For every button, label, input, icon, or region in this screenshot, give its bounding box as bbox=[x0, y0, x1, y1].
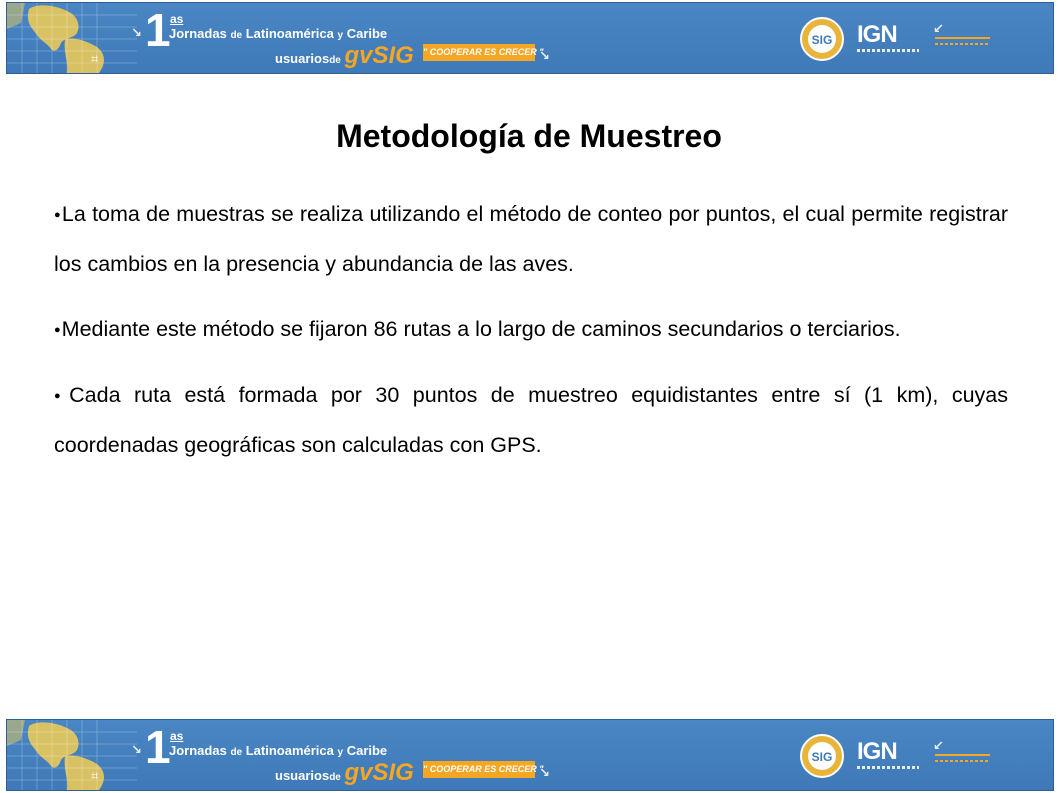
svg-text:SIG: SIG bbox=[811, 33, 833, 47]
map-icon bbox=[7, 3, 137, 73]
decorative-bars bbox=[935, 754, 990, 766]
bullet-item: ●Cada ruta está formada por 30 puntos de muestreo equidistantes entre sí (1 km), cuyas coordenadas geográficas son calculadas con GPS. bbox=[54, 383, 1008, 457]
banner-number-suffix: as bbox=[170, 729, 184, 743]
banner-background bbox=[6, 719, 1054, 791]
arrow-icon: ↘ bbox=[131, 742, 142, 757]
gvsig-logo bbox=[799, 733, 845, 779]
arrow-icon: ↘ bbox=[539, 48, 550, 63]
slogan-badge: " COOPERAR ES CRECER " bbox=[423, 44, 535, 61]
bullet-item: ●La toma de muestras se realiza utilizando el método de conteo por puntos, el cual permite registrar los cambios en la presencia y abundancia de las aves. bbox=[54, 202, 1008, 276]
svg-text:SIG: SIG bbox=[811, 750, 833, 764]
banner-number: 1 bbox=[145, 721, 169, 773]
svg-text:⌗: ⌗ bbox=[91, 52, 99, 67]
ign-subtitle-line bbox=[857, 766, 919, 769]
header-banner bbox=[0, 0, 1058, 76]
ign-logo: IGN bbox=[857, 21, 897, 48]
gvsig-logo bbox=[799, 16, 845, 62]
slogan-badge: " COOPERAR ES CRECER " bbox=[423, 761, 535, 778]
footer-banner bbox=[0, 717, 1058, 793]
banner-line-2: usuariosde gvSIG bbox=[275, 42, 414, 69]
slide-title: Metodología de Muestreo bbox=[336, 118, 722, 154]
arrow-icon: ↘ bbox=[131, 25, 142, 40]
banner-background bbox=[6, 2, 1054, 74]
brand-gv: gv bbox=[344, 42, 373, 69]
slide-body bbox=[54, 190, 1008, 486]
arrow-icon: ↙ bbox=[933, 21, 944, 36]
ign-subtitle-line bbox=[857, 49, 919, 52]
svg-text:⌗: ⌗ bbox=[91, 769, 99, 784]
bullet-icon: ● bbox=[54, 390, 69, 402]
banner-line-1: Jornadas de Latinoamérica y Caribe bbox=[169, 26, 388, 41]
map-icon bbox=[7, 720, 137, 790]
brand-sig: SIG bbox=[372, 759, 414, 786]
brand-sig: SIG bbox=[372, 42, 414, 69]
arrow-icon: ↘ bbox=[539, 765, 550, 780]
banner-number: 1 bbox=[145, 4, 169, 56]
bullet-icon: ● bbox=[54, 209, 61, 221]
banner-line-1: Jornadas de Latinoamérica y Caribe bbox=[169, 743, 388, 758]
ign-logo: IGN bbox=[857, 738, 897, 765]
bullet-icon: ● bbox=[54, 324, 61, 336]
arrow-icon: ↙ bbox=[933, 738, 944, 753]
banner-number-suffix: as bbox=[170, 12, 184, 26]
bullet-item: ●Mediante este método se fijaron 86 rutas a lo largo de caminos secundarios o terciarios. bbox=[54, 317, 901, 341]
banner-line-2: usuariosde gvSIG bbox=[275, 759, 414, 786]
decorative-bars bbox=[935, 37, 990, 49]
brand-gv: gv bbox=[344, 759, 373, 786]
